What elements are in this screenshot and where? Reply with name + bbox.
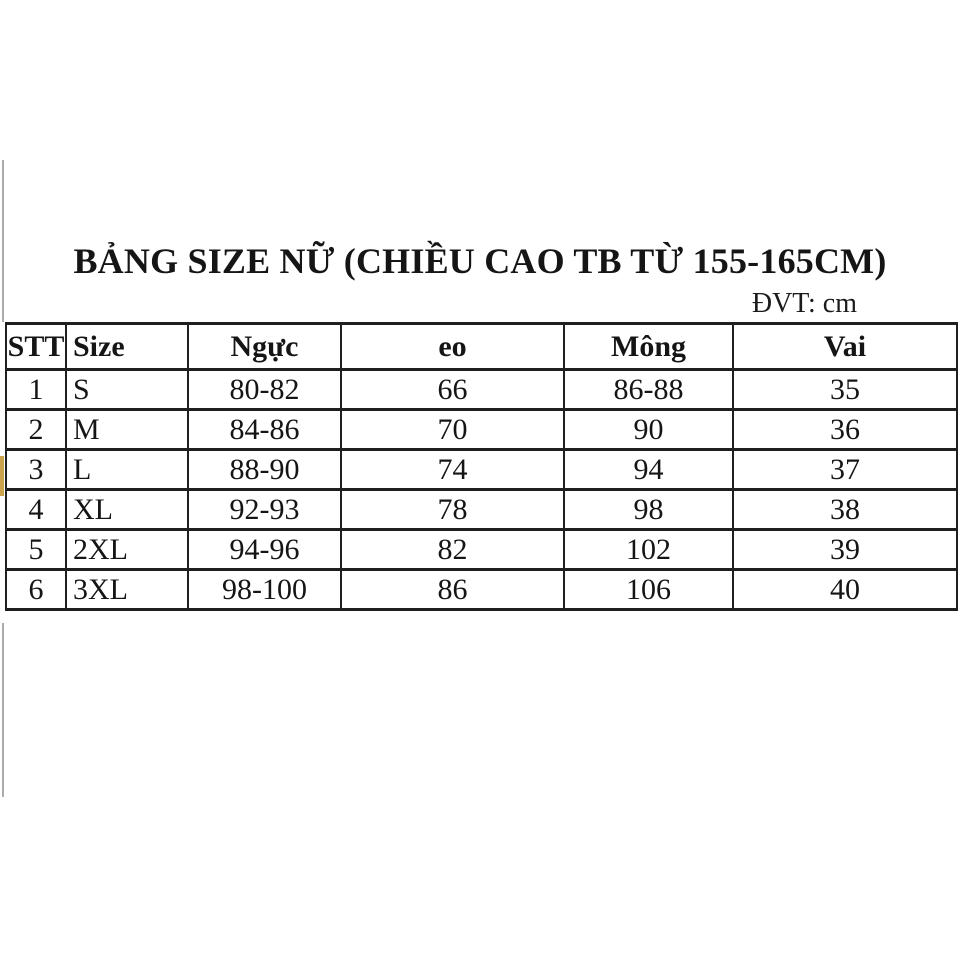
cell-stt: 6 [6,570,66,610]
cell-mong: 102 [564,530,733,570]
cell-stt: 3 [6,450,66,490]
cell-size: L [66,450,188,490]
cell-vai: 37 [733,450,957,490]
page-title: BẢNG SIZE NỮ (CHIỀU CAO TB TỪ 155-165CM) [73,241,887,281]
row3-edge-marker [0,456,4,496]
cell-stt: 1 [6,370,66,410]
table-row [6,370,957,410]
cell-nguc: 98-100 [188,570,341,610]
cell-vai: 40 [733,570,957,610]
table-row [6,570,957,610]
header-eo: eo [341,324,564,370]
header-size: Size [66,324,188,370]
size-table [5,322,958,611]
cell-vai: 35 [733,370,957,410]
cell-eo: 70 [341,410,564,450]
cell-vai: 39 [733,530,957,570]
table-row [6,450,957,490]
table-row [6,410,957,450]
cell-mong: 90 [564,410,733,450]
cell-eo: 66 [341,370,564,410]
cell-eo: 82 [341,530,564,570]
cell-nguc: 84-86 [188,410,341,450]
cell-mong: 86-88 [564,370,733,410]
cell-eo: 86 [341,570,564,610]
unit-label: ĐVT: cm [751,288,857,319]
cell-size: XL [66,490,188,530]
cell-size: S [66,370,188,410]
left-edge-line-bottom [2,623,4,797]
cell-mong: 94 [564,450,733,490]
table-row [6,490,957,530]
header-nguc: Ngực [188,324,341,370]
cell-nguc: 92-93 [188,490,341,530]
cell-eo: 78 [341,490,564,530]
cell-mong: 98 [564,490,733,530]
table-row [6,530,957,570]
cell-nguc: 80-82 [188,370,341,410]
cell-vai: 36 [733,410,957,450]
cell-eo: 74 [341,450,564,490]
header-mong: Mông [564,324,733,370]
cell-nguc: 88-90 [188,450,341,490]
cell-mong: 106 [564,570,733,610]
cell-stt: 4 [6,490,66,530]
cell-nguc: 94-96 [188,530,341,570]
header-stt: STT [6,324,66,370]
cell-size: 3XL [66,570,188,610]
size-table-header-row [6,324,957,370]
header-vai: Vai [733,324,957,370]
cell-vai: 38 [733,490,957,530]
cell-stt: 2 [6,410,66,450]
cell-size: 2XL [66,530,188,570]
cell-stt: 5 [6,530,66,570]
cell-size: M [66,410,188,450]
